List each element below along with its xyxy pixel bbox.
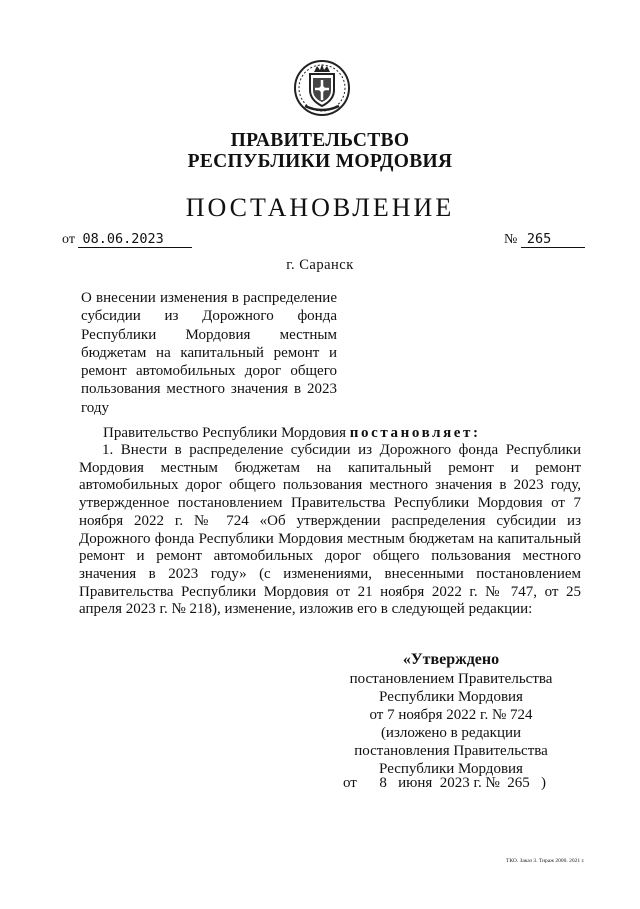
document-type: ПОСТАНОВЛЕНИЕ [185, 193, 455, 222]
date-prefix: от [62, 232, 75, 247]
approval-line: Республики Мордовия [379, 689, 523, 705]
document-subject: О внесении изменения в распределение субсидии из Дорожного фонда Республики Мордовия местным бюджетам на капитальный ремонт и ремонт автомобильных дорог общего пользования местного значения в 2023 году [81, 290, 337, 416]
approval-line: Республики Мордовия [379, 761, 523, 777]
number-line [504, 231, 585, 248]
approval-line: от 7 ноября 2022 г. № 724 [369, 707, 533, 723]
document-number: 265 [521, 231, 585, 248]
approval-line: постановлением Правительства [349, 671, 553, 687]
government-title-line2: РЕСПУБЛИКИ МОРДОВИЯ [187, 151, 453, 172]
approval-line: постановления Правительства [354, 743, 548, 759]
approval-date-line: от 8 июня 2023 г. № 265 ) [343, 775, 547, 791]
approval-block [330, 651, 572, 778]
intro-verb: постановляет: [349, 425, 481, 441]
government-title-line1: ПРАВИТЕЛЬСТВО [230, 130, 410, 151]
document-date: 08.06.2023 [78, 231, 192, 248]
approval-line: (изложено в редакции [380, 725, 522, 741]
resolution-paragraph-1: 1. Внести в распределение субсидии из Дорожного фонда Республики Мордовия местным бюджетам на капитальный ремонт и ремонт автомобильных дорог общего пользования местного значения в 2023 году, утвержденное постановлением Правительства Республики Мордовия от 7 ноября 2022 г. № 724 «Об утверждении распределения субсидии из Дорожного фонда Республики Мордовия местным бюджетам на капитальный ремонт и ремонт автомобильных дорог общего пользования местного значения в 2023 году» (с изменениями, внесенными постановлением Правительства Республики Мордовия от 21 ноября 2022 г. № 747, от 25 апреля 2023 г. № 218), изменение, изложив его в следующей редакции: [79, 442, 581, 618]
number-prefix: № [504, 232, 518, 247]
intro-prefix: Правительство Республики Мордовия [103, 425, 346, 441]
coat-of-arms-icon [291, 56, 353, 118]
print-info: ТКО. Заказ 3. Тираж 2000. 2021 г. [506, 858, 585, 864]
approval-heading: «Утверждено [402, 651, 500, 668]
date-line [62, 231, 192, 248]
resolution-intro [103, 425, 481, 442]
city: г. Саранск [286, 257, 354, 273]
